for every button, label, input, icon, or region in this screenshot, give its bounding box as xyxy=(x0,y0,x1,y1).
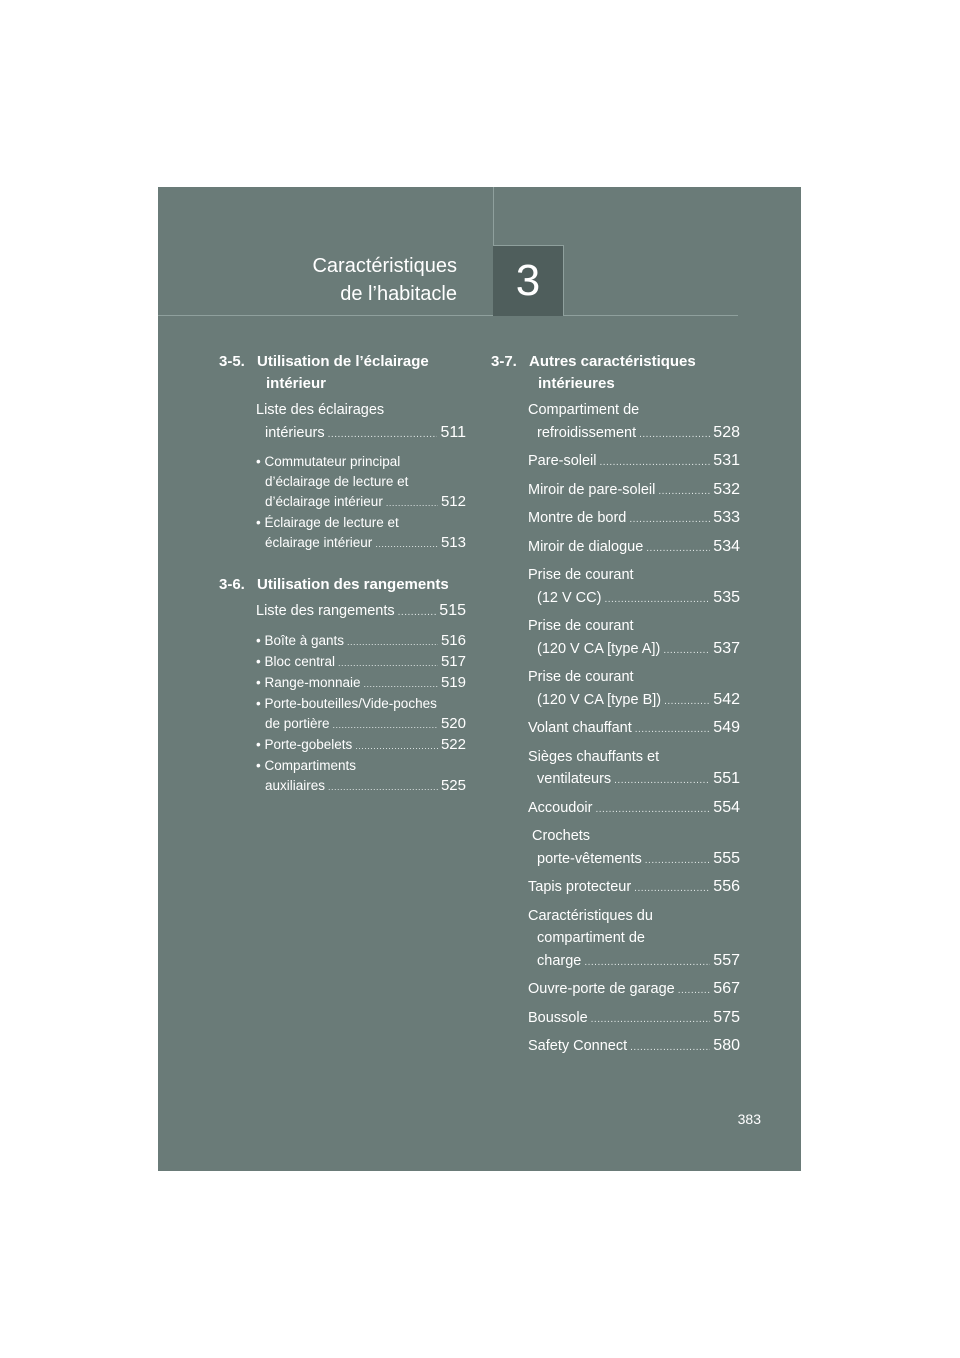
entry-page: 551 xyxy=(713,770,740,787)
entry-label-line3: charge xyxy=(537,952,582,969)
sub-entry[interactable] xyxy=(256,673,466,694)
sub-label-line3: d’éclairage intérieur xyxy=(265,494,383,509)
section-title: Utilisation des rangements xyxy=(257,576,449,593)
sub-label-line2: auxiliaires xyxy=(265,777,326,793)
dot-leader xyxy=(584,952,710,975)
entry-page: 531 xyxy=(713,452,740,469)
entry-page: 556 xyxy=(713,878,740,895)
entry-label: Pare-soleil xyxy=(528,453,597,469)
dot-leader xyxy=(639,424,710,447)
entry-label: Liste des rangements xyxy=(256,603,395,619)
entry-page: 535 xyxy=(713,588,740,606)
dot-leader xyxy=(629,509,710,532)
sub-label-line2: éclairage intérieur xyxy=(265,535,373,550)
entry-label: Boussole xyxy=(528,1009,588,1026)
toc-entry[interactable] xyxy=(528,564,740,611)
entry-label-line1: Prise de courant xyxy=(528,567,634,583)
entry-page: 537 xyxy=(713,639,740,657)
sub-page: 520 xyxy=(440,714,466,732)
sub-entries xyxy=(256,452,466,554)
entry-label-line2: (120 V CA [type B]) xyxy=(537,691,662,708)
sub-label-line1: • Commutateur principal xyxy=(256,454,401,469)
entry-page: 542 xyxy=(713,690,740,708)
sub-label: • Boîte à gants xyxy=(256,632,345,648)
sub-entry[interactable] xyxy=(256,631,466,652)
entry-label-line2: intérieurs xyxy=(265,424,325,441)
page-number: 383 xyxy=(737,1111,761,1127)
toc-right-column xyxy=(491,351,740,1064)
section-title-line2: intérieures xyxy=(538,375,615,392)
toc-entry[interactable] xyxy=(256,399,466,446)
toc-entry[interactable] xyxy=(256,600,466,625)
entry-page: 532 xyxy=(713,480,740,498)
sub-page: 517 xyxy=(440,652,466,670)
dot-leader xyxy=(635,719,711,742)
section-title-line1: Utilisation de l’éclairage xyxy=(257,353,429,370)
toc-entry[interactable] xyxy=(528,978,740,1003)
entry-label-line1: Prise de courant xyxy=(528,669,634,685)
sub-page: 519 xyxy=(440,673,466,691)
dot-leader xyxy=(386,493,438,513)
entry-label-line1: Prise de courant xyxy=(528,618,634,634)
sub-entry[interactable] xyxy=(256,452,466,513)
entry-page: 554 xyxy=(713,798,740,816)
sub-label-line1: • Éclairage de lecture et xyxy=(256,515,399,530)
entry-page: 511 xyxy=(440,423,466,441)
sub-entry[interactable] xyxy=(256,756,466,797)
entry-page: 557 xyxy=(713,951,740,969)
entry-label: Miroir de pare-soleil xyxy=(528,481,656,498)
entry-label-line1: Compartiment de xyxy=(528,402,640,418)
entry-label-line1: Sièges chauffants et xyxy=(528,748,660,765)
section-number: 3-5. xyxy=(219,353,245,370)
entry-page: 580 xyxy=(713,1037,740,1054)
dot-leader xyxy=(364,674,438,694)
section-number: 3-6. xyxy=(219,576,245,593)
entry-label-line2: compartiment de xyxy=(537,930,645,946)
entry-page: 533 xyxy=(713,509,740,526)
sub-entries xyxy=(256,631,466,797)
entry-label: Montre de bord xyxy=(528,510,627,526)
toc-entry[interactable] xyxy=(528,450,740,475)
chapter-number-box xyxy=(493,245,564,316)
dot-leader xyxy=(663,640,710,663)
dot-leader xyxy=(600,452,711,475)
sub-entry[interactable] xyxy=(256,735,466,756)
dot-leader xyxy=(398,602,437,625)
section-heading-3-7[interactable] xyxy=(491,351,740,395)
toc-entry[interactable] xyxy=(528,905,740,975)
entry-label: Accoudoir xyxy=(528,799,593,816)
page-panel xyxy=(158,187,801,1171)
entry-page: 555 xyxy=(713,849,740,867)
sub-entry[interactable] xyxy=(256,652,466,673)
entry-label: Tapis protecteur xyxy=(528,879,632,895)
entry-page: 549 xyxy=(713,719,740,736)
toc-entry[interactable] xyxy=(528,825,740,872)
toc-entry[interactable] xyxy=(528,797,740,822)
sub-page: 525 xyxy=(440,776,466,794)
sub-entry[interactable] xyxy=(256,694,466,735)
sub-page: 516 xyxy=(440,631,466,649)
sub-page: 522 xyxy=(440,735,466,753)
dot-leader xyxy=(595,799,710,822)
entry-label: Ouvre-porte de garage xyxy=(528,981,675,997)
sub-label-line1: • Porte-bouteilles/Vide-poches xyxy=(256,695,437,711)
dot-leader xyxy=(634,878,710,901)
toc-entry[interactable] xyxy=(528,717,740,742)
entry-label: Miroir de dialogue xyxy=(528,538,644,555)
sub-label-line2: de portière xyxy=(265,715,330,731)
dot-leader xyxy=(658,481,710,504)
toc-entry[interactable] xyxy=(528,1007,740,1032)
dot-leader xyxy=(328,777,438,797)
sub-label-line2: d’éclairage de lecture et xyxy=(265,474,409,489)
chapter-title-line1: Caractéristiques xyxy=(312,255,457,277)
section-heading-3-5[interactable] xyxy=(219,351,466,395)
entry-label-line2: (12 V CC) xyxy=(537,589,602,606)
dot-leader xyxy=(630,1037,710,1060)
entry-label-line1: Crochets xyxy=(528,828,591,844)
entry-page: 515 xyxy=(439,602,466,619)
chapter-number: 3 xyxy=(515,256,541,305)
toc-left-column xyxy=(219,351,466,807)
toc-entry[interactable] xyxy=(528,399,740,446)
sub-label: • Bloc central xyxy=(256,653,336,669)
dot-leader xyxy=(355,736,438,756)
toc-entry[interactable] xyxy=(528,666,740,713)
entry-label-line2: (120 V CA [type A]) xyxy=(537,640,661,657)
toc-entry[interactable] xyxy=(528,1035,740,1060)
dot-leader xyxy=(333,715,438,735)
section-heading-3-6[interactable] xyxy=(219,574,466,596)
toc-entry[interactable] xyxy=(528,615,740,662)
sub-label: • Porte-gobelets xyxy=(256,736,353,752)
section-number: 3-7. xyxy=(491,353,517,370)
toc-entry[interactable] xyxy=(528,876,740,901)
section-title-line1: Autres caractéristiques xyxy=(529,353,696,370)
toc-entry[interactable] xyxy=(528,746,740,793)
entry-label-line1: Liste des éclairages xyxy=(256,402,385,418)
dot-leader xyxy=(591,1009,711,1032)
entry-label: Safety Connect xyxy=(528,1038,628,1054)
header-horizontal-rule xyxy=(158,315,738,316)
sub-label-line1: • Compartiments xyxy=(256,757,357,773)
chapter-title-line2: de l’habitacle xyxy=(340,283,457,305)
dot-leader xyxy=(614,770,710,793)
dot-leader xyxy=(328,424,438,447)
sub-entry[interactable] xyxy=(256,513,466,554)
entry-page: 567 xyxy=(713,980,740,997)
entry-label-line1: Caractéristiques du xyxy=(528,907,653,924)
dot-leader xyxy=(645,850,711,873)
chapter-title xyxy=(312,252,457,308)
entry-label: Volant chauffant xyxy=(528,720,632,736)
entry-label-line2: ventilateurs xyxy=(537,771,612,787)
entry-label-line2: refroidissement xyxy=(537,424,637,441)
sub-page: 513 xyxy=(440,534,466,551)
dot-leader xyxy=(664,691,710,714)
section-title-line2: intérieur xyxy=(266,375,327,392)
toc-entry[interactable] xyxy=(528,479,740,504)
toc-entry[interactable] xyxy=(528,507,740,532)
dot-leader xyxy=(347,632,438,652)
entry-page: 534 xyxy=(713,537,740,555)
toc-entry[interactable] xyxy=(528,536,740,561)
dot-leader xyxy=(375,534,438,554)
dot-leader xyxy=(338,653,438,673)
sub-label: • Range-monnaie xyxy=(256,674,361,690)
entry-page: 528 xyxy=(713,423,740,441)
entry-label-line2: porte-vêtements xyxy=(537,850,642,867)
dot-leader xyxy=(646,538,710,561)
sub-page: 512 xyxy=(440,493,466,510)
dot-leader xyxy=(604,589,710,612)
dot-leader xyxy=(678,980,711,1003)
entry-page: 575 xyxy=(713,1008,740,1026)
